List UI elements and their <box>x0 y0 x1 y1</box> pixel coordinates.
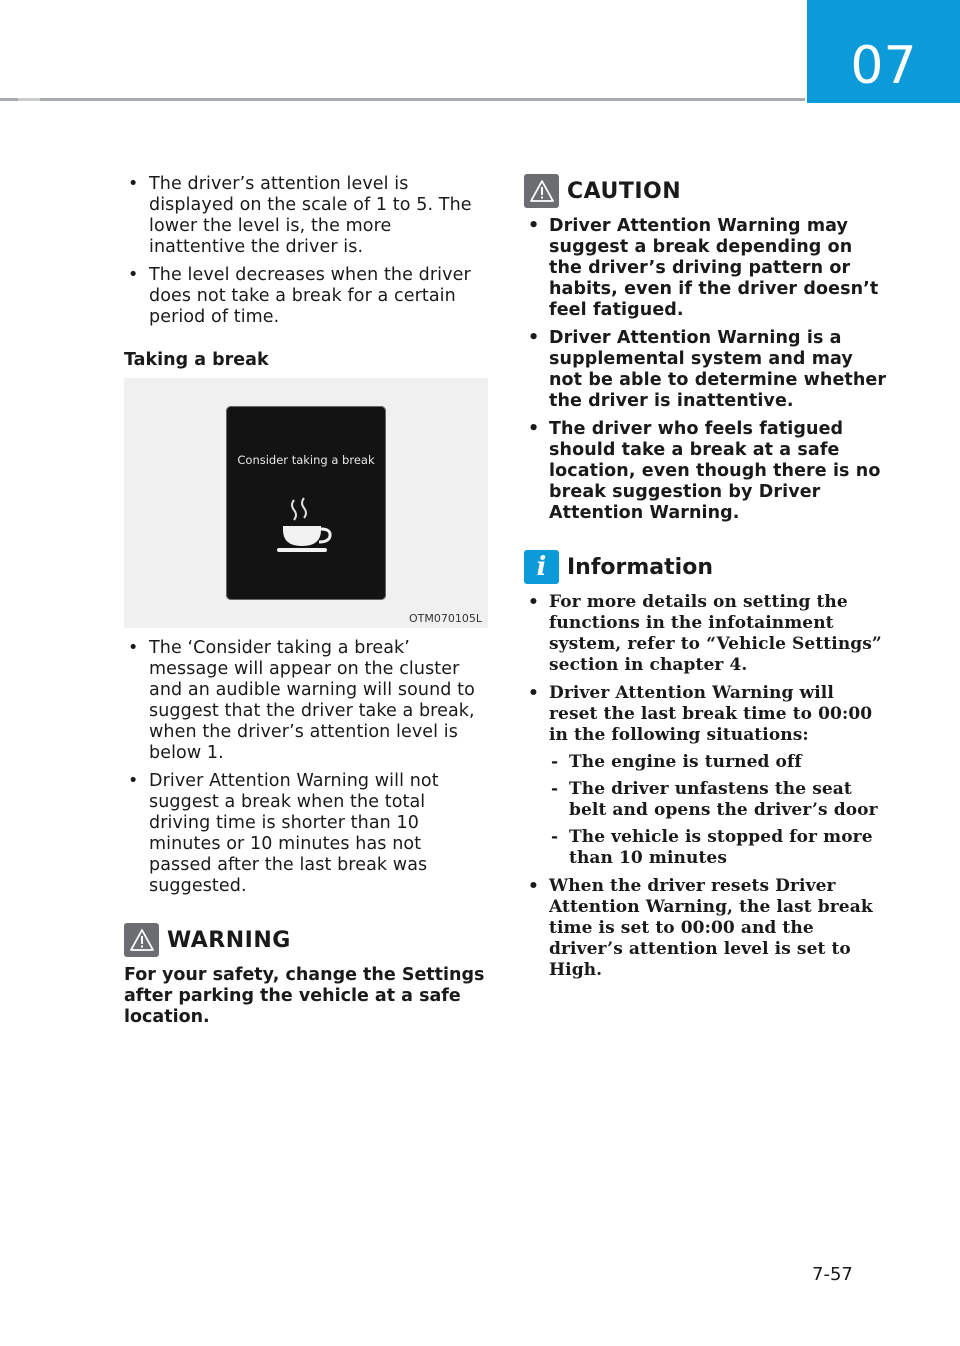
cluster-figure <box>124 378 488 628</box>
reset-conditions-list <box>549 752 888 869</box>
break-list <box>124 638 488 897</box>
cluster-screen <box>226 406 386 600</box>
information-header <box>524 550 888 584</box>
list-item: • The level decreases when the driver does not take a break for a certain period of time. <box>128 265 471 327</box>
section-subheading: Taking a break <box>124 350 269 370</box>
information-title: Information <box>567 554 713 580</box>
list-item: - The engine is turned off <box>551 752 802 772</box>
list-item: • When the driver resets Driver Attention Warning, the last break time is set to 00:00 and the driver’s attention level is set to High. <box>528 876 873 980</box>
list-item: • Driver Attention Warning will not suggest a break when the total driving time is shorter than 10 minutes or 10 minutes has not passed after the last break was suggested. <box>128 771 439 896</box>
info-icon: i <box>524 550 559 584</box>
chapter-tab: 07 <box>807 0 960 103</box>
right-column <box>524 174 888 988</box>
list-item: • Driver Attention Warning is a supplemental system and may not be able to determine whether the driver is inattentive. <box>528 328 887 411</box>
list-item: - The driver unfastens the seat belt and opens the driver’s door <box>551 779 878 820</box>
break-message: Consider taking a break <box>237 453 375 467</box>
list-item: • Driver Attention Warning will reset the last break time to 00:00 in the following situations: - The engine is turned off - The driver unfastens the seat belt and opens the driver’s door - The vehicle is stopped for more than 10 minutes <box>524 683 888 869</box>
warning-text: For your safety, change the Settings after parking the vehicle at a safe location. <box>124 965 485 1027</box>
warning-header <box>124 923 488 957</box>
page-number: 7-57 <box>812 1264 853 1285</box>
list-item: • The driver who feels fatigued should take a break at a safe location, even though there is no break suggestion by Driver Attention Warning. <box>528 419 881 523</box>
warning-icon <box>524 174 559 208</box>
header-rule <box>0 98 805 101</box>
warning-icon <box>124 923 159 957</box>
warning-title: WARNING <box>167 927 291 953</box>
attention-level-list <box>124 174 488 328</box>
caution-title: CAUTION <box>567 178 682 204</box>
list-item: • For more details on setting the functions in the infotainment system, refer to “Vehicle Settings” section in chapter 4. <box>528 592 882 675</box>
list-item: - The vehicle is stopped for more than 10 minutes <box>551 827 873 868</box>
caution-header <box>524 174 888 208</box>
list-item: • The driver’s attention level is displayed on the scale of 1 to 5. The lower the level is, the more inattentive the driver is. <box>128 174 472 257</box>
figure-code: OTM070105L <box>409 612 482 625</box>
list-item: • Driver Attention Warning may suggest a break depending on the driver’s driving pattern or habits, even if the driver doesn’t feel fatigued. <box>528 216 879 320</box>
caution-list <box>524 216 888 524</box>
left-column <box>124 174 488 1028</box>
coffee-cup-icon <box>274 496 338 554</box>
information-list <box>524 592 888 981</box>
list-item: • The ‘Consider taking a break’ message will appear on the cluster and an audible warning will sound to suggest that the driver take a break, when the driver’s attention level is below 1. <box>128 638 475 763</box>
